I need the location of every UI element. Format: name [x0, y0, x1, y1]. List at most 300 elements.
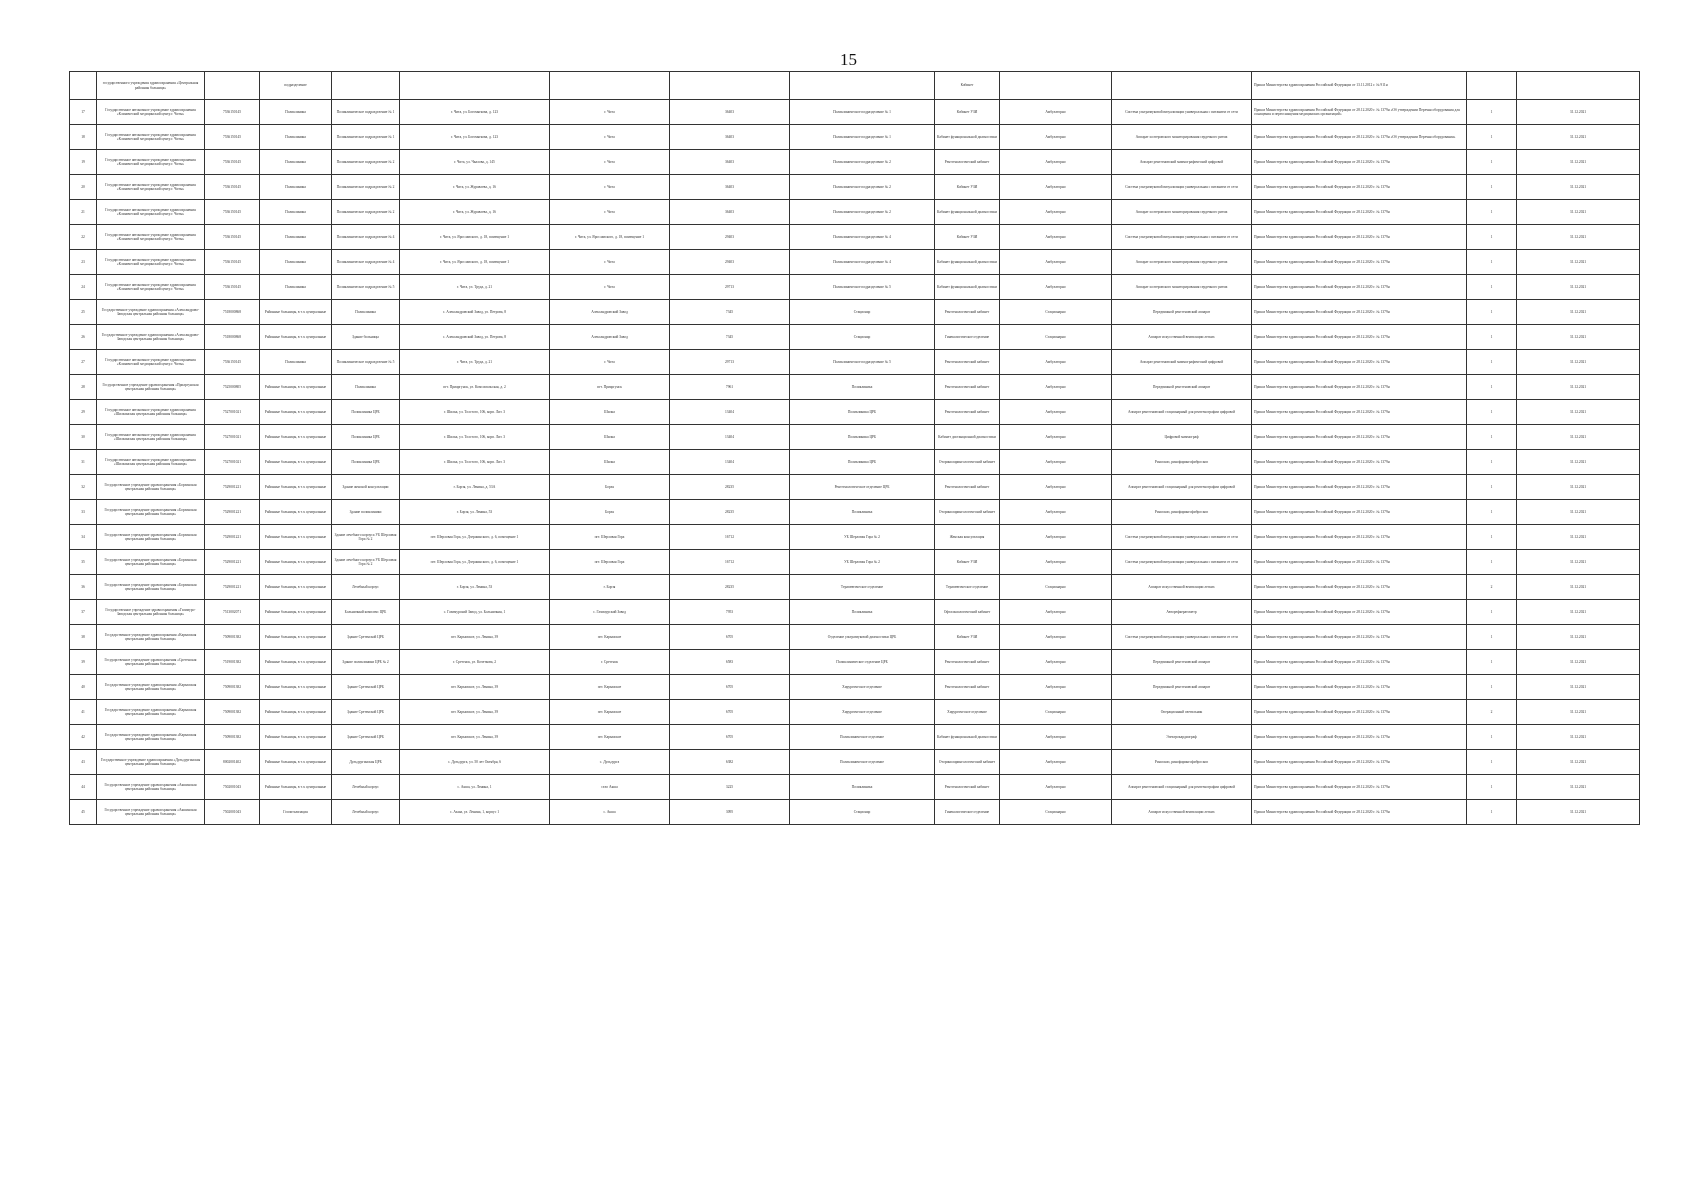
- table-cell: Приказ Министерства здравоохранения Российской Федерации от 28.12.2020 г. № 1379н: [1252, 800, 1467, 825]
- table-cell: 28235: [670, 575, 790, 600]
- table-cell: 29713: [670, 275, 790, 300]
- table-cell: 31.12.2021: [1517, 600, 1640, 625]
- table-cell: Рентгенологическое отделение ЦРБ: [790, 475, 935, 500]
- table-cell: Поликлиническое отделение: [790, 750, 935, 775]
- table-cell: Приказ Министерства здравоохранения Российской Федерации от 28.12.2020 г. № 1379н: [1252, 475, 1467, 500]
- table-cell: Амбулаторно: [1000, 350, 1112, 375]
- table-cell: Приказ Министерства здравоохранения Российской Федерации от 13.11.2012 г. № 911н: [1252, 72, 1467, 100]
- table-cell: 22: [70, 225, 97, 250]
- table-cell: 2: [1467, 700, 1517, 725]
- table-row: [70, 675, 1640, 700]
- table-cell: 31.12.2021: [1517, 225, 1640, 250]
- table-cell: Шилка: [550, 400, 670, 425]
- table-cell: Поликлиника: [790, 600, 935, 625]
- table-cell: Приказ Министерства здравоохранения Российской Федерации от 28.12.2020 г. № 1379н: [1252, 625, 1467, 650]
- table-cell: Приказ Министерства здравоохранения Российской Федерации от 28.12.2020 г. № 1379н: [1252, 300, 1467, 325]
- table-cell: Оториноларингологический кабинет: [935, 750, 1000, 775]
- table-cell: 7509001382: [205, 700, 260, 725]
- table-cell: 7536150145: [205, 200, 260, 225]
- table-cell: с. Газимурский Завод: [550, 600, 670, 625]
- table-row: [70, 800, 1640, 825]
- table-row: [70, 200, 1640, 225]
- table-cell: 31.12.2021: [1517, 450, 1640, 475]
- table-cell: Амбулаторно: [1000, 125, 1112, 150]
- table-cell: Поликлиника: [260, 125, 332, 150]
- table-cell: 1: [1467, 775, 1517, 800]
- table-cell: 7536150145: [205, 350, 260, 375]
- table-cell: Аппарат холтеровского мониторирования сердечного ритма: [1112, 275, 1252, 300]
- table-cell: Хирургическое отделение: [935, 700, 1000, 725]
- table-cell: 7529001221: [205, 575, 260, 600]
- table-cell: 7529001221: [205, 500, 260, 525]
- table-cell: 1: [1467, 175, 1517, 200]
- table-cell: 7513002071: [205, 600, 260, 625]
- table-cell: Отделение ультразвуковой диагностики ЦРБ: [790, 625, 935, 650]
- table-cell: пгт. Карымское: [550, 700, 670, 725]
- table-cell: 33: [70, 500, 97, 525]
- table-cell: 1: [1467, 800, 1517, 825]
- table-cell: Амбулаторно: [1000, 275, 1112, 300]
- table-row: [70, 250, 1640, 275]
- table-cell: 7536150145: [205, 125, 260, 150]
- table-cell: г. Шилка, ул. Толстого, 106, корп. Лит. 3: [400, 425, 550, 450]
- table-cell: Поликлиника: [260, 350, 332, 375]
- table-cell: 1: [1467, 225, 1517, 250]
- table-cell: Кабинет УЗИ: [935, 175, 1000, 200]
- table-row: [70, 425, 1640, 450]
- table-cell: Государственное автономное учреждение здравоохранения «Клинический медицинский центр г. Читы»: [97, 275, 205, 300]
- table-cell: Государственное учреждение здравоохранения «Борзинская центральная районная больница»: [97, 475, 205, 500]
- table-cell: 1: [1467, 400, 1517, 425]
- table-cell: пгт. Карымское, ул. Ленина, 39: [400, 700, 550, 725]
- table-cell: Амбулаторно: [1000, 100, 1112, 125]
- table-cell: 31.12.2021: [1517, 425, 1640, 450]
- table-cell: Терапевтическое отделение: [790, 575, 935, 600]
- table-cell: 31.12.2021: [1517, 475, 1640, 500]
- table-cell: г. Чита: [550, 150, 670, 175]
- table-cell: Аппарат искусственной вентиляции легких: [1112, 325, 1252, 350]
- table-cell: 31: [70, 450, 97, 475]
- table-row: [70, 525, 1640, 550]
- table-cell: Поликлиническое подразделение № 4: [790, 225, 935, 250]
- table-cell: Приказ Министерства здравоохранения Российской Федерации от 28.12.2020 г. № 1379н: [1252, 275, 1467, 300]
- table-cell: 31.12.2021: [1517, 375, 1640, 400]
- table-row: [70, 150, 1640, 175]
- table-cell: Государственное учреждение здравоохранения «Борзинская центральная районная больница»: [97, 575, 205, 600]
- table-cell: Государственное автономное учреждение здравоохранения «Клинический медицинский центр г. Читы»: [97, 100, 205, 125]
- table-cell: Районные больницы, в т.ч. центральные: [260, 375, 332, 400]
- table-cell: Районные больницы, в т.ч. центральные: [260, 650, 332, 675]
- table-cell: Амбулаторно: [1000, 450, 1112, 475]
- table-row: [70, 450, 1640, 475]
- table-cell: 36403: [670, 125, 790, 150]
- table-cell: Амбулаторно: [1000, 750, 1112, 775]
- table-cell: 21: [70, 200, 97, 225]
- table-cell: Государственное учреждение здравоохранения «Карымская центральная районная больница»: [97, 725, 205, 750]
- table-cell: [1112, 72, 1252, 100]
- table-cell: Поликлиника: [260, 225, 332, 250]
- table-cell: Кабинет функциональной диагностики: [935, 275, 1000, 300]
- table-cell: Приказ Министерства здравоохранения Российской Федерации от 28.12.2020 г. № 1379н: [1252, 450, 1467, 475]
- table-cell: пгт. Карымское, ул. Ленина, 39: [400, 725, 550, 750]
- table-row: [70, 325, 1640, 350]
- table-cell: Авторефкератометр: [1112, 600, 1252, 625]
- table-cell: Лечебный корпус: [332, 575, 400, 600]
- table-cell: Районные больницы, в т.ч. центральные: [260, 325, 332, 350]
- table-cell: 7527001021: [205, 450, 260, 475]
- table-cell: Государственное автономное учреждение здравоохранения «Шилкинская центральная районная больница»: [97, 400, 205, 425]
- table-cell: 7509001382: [205, 725, 260, 750]
- table-cell: 7961: [670, 375, 790, 400]
- table-cell: 28235: [670, 500, 790, 525]
- table-row: [70, 275, 1640, 300]
- table-cell: 7536150145: [205, 175, 260, 200]
- table-cell: 7502001043: [205, 800, 260, 825]
- table-cell: 1: [1467, 525, 1517, 550]
- table-cell: Приказ Министерства здравоохранения Российской Федерации от 28.12.2020 г. № 1379н: [1252, 225, 1467, 250]
- table-cell: Поликлиническое подразделение № 2: [332, 200, 400, 225]
- table-cell: 35: [70, 550, 97, 575]
- table-cell: Государственное учреждение здравоохранения «Карымская центральная районная больница»: [97, 700, 205, 725]
- table-cell: Система ультразвуковой визуализации универсальная с питанием от сети: [1112, 550, 1252, 575]
- table-cell: Госпитализация: [260, 800, 332, 825]
- table-cell: Поликлиническое отделение: [790, 725, 935, 750]
- table-cell: Кабинет функциональной диагностики: [935, 725, 1000, 750]
- table-cell: Женская консультация: [935, 525, 1000, 550]
- table-cell: пгт. Карымское, ул. Ленина, 39: [400, 675, 550, 700]
- table-cell: 1: [1467, 275, 1517, 300]
- table-cell: 7536150145: [205, 250, 260, 275]
- table-cell: Районные больницы, в т.ч. центральные: [260, 525, 332, 550]
- table-cell: Государственное автономное учреждение здравоохранения «Клинический медицинский центр г. Читы»: [97, 350, 205, 375]
- table-cell: 1: [1467, 300, 1517, 325]
- table-cell: Государственное автономное учреждение здравоохранения «Шилкинская центральная районная больница»: [97, 425, 205, 450]
- table-cell: 7529001221: [205, 525, 260, 550]
- table-cell: Районные больницы, в т.ч. центральные: [260, 425, 332, 450]
- table-cell: Амбулаторно: [1000, 375, 1112, 400]
- table-cell: 1: [1467, 550, 1517, 575]
- table-cell: 29403: [670, 225, 790, 250]
- table-cell: Амбулаторно: [1000, 600, 1112, 625]
- table-cell: [400, 72, 550, 100]
- table-cell: подразделение: [260, 72, 332, 100]
- table-cell: государственного учреждения здравоохранения «Центральная районная больница»: [97, 72, 205, 100]
- table-cell: Районные больницы, в т.ч. центральные: [260, 450, 332, 475]
- table-cell: Государственное учреждение здравоохранения «Акшинская центральная районная больница»: [97, 775, 205, 800]
- table-cell: Рентгенологический кабинет: [935, 650, 1000, 675]
- table-cell: 36403: [670, 175, 790, 200]
- table-cell: Районные больницы, в т.ч. центральные: [260, 700, 332, 725]
- table-cell: 1: [1467, 150, 1517, 175]
- table-cell: 31.12.2021: [1517, 125, 1640, 150]
- table-cell: Риноскоп, ринофарингофиброскоп: [1112, 750, 1252, 775]
- table-row: [70, 725, 1640, 750]
- table-row: [70, 625, 1640, 650]
- table-cell: 13404: [670, 400, 790, 425]
- table-cell: Государственное автономное учреждение здравоохранения «Клинический медицинский центр г. Читы»: [97, 225, 205, 250]
- table-cell: 7953: [670, 600, 790, 625]
- table-cell: с. Акша: [550, 800, 670, 825]
- table-cell: Рентгенологический кабинет: [935, 350, 1000, 375]
- table-cell: Передвижной рентгеновский аппарат: [1112, 300, 1252, 325]
- table-cell: Поликлиническое подразделение № 2: [790, 200, 935, 225]
- table-cell: Приказ Министерства здравоохранения Российской Федерации от 28.12.2020 г. № 1379н: [1252, 775, 1467, 800]
- table-cell: Государственное учреждение здравоохранения «Акшинская центральная районная больница»: [97, 800, 205, 825]
- table-cell: Поликлиническое отделение ЦРБ: [790, 650, 935, 675]
- table-cell: г. Чита: [550, 100, 670, 125]
- table-cell: Поликлиника ЦРБ: [332, 400, 400, 425]
- table-cell: Поликлиника: [260, 175, 332, 200]
- table-cell: Стационарно: [1000, 575, 1112, 600]
- table-cell: 1: [1467, 600, 1517, 625]
- table-cell: Государственное учреждение здравоохранения «Газимуро-Заводская центральная районная больница»: [97, 600, 205, 625]
- table-cell: пгт. Приаргунск: [550, 375, 670, 400]
- table-cell: Кабинет функциональной диагностики: [935, 125, 1000, 150]
- table-row: [70, 100, 1640, 125]
- table-cell: Государственное учреждение здравоохранения «Карымская центральная районная больница»: [97, 625, 205, 650]
- table-cell: г. Чита: [550, 250, 670, 275]
- table-cell: г. Чита: [550, 200, 670, 225]
- table-cell: 20: [70, 175, 97, 200]
- table-cell: Стационарно: [1000, 325, 1112, 350]
- table-cell: г. Борзя, ул. Ленина, 53: [400, 500, 550, 525]
- table-cell: 1: [1467, 125, 1517, 150]
- table-cell: 7509001382: [205, 625, 260, 650]
- table-cell: Государственное автономное учреждение здравоохранения «Клинический медицинский центр г. Читы»: [97, 250, 205, 275]
- table-cell: Операционный светильник: [1112, 700, 1252, 725]
- table-cell: 13404: [670, 450, 790, 475]
- table-row: [70, 125, 1640, 150]
- table-cell: Приказ Министерства здравоохранения Российской Федерации от 28.12.2020 г. № 1379н: [1252, 500, 1467, 525]
- table-cell: Поликлиника ЦРБ: [332, 425, 400, 450]
- table-cell: 7502001043: [205, 775, 260, 800]
- table-cell: УБ Шерловая Гора № 2: [790, 550, 935, 575]
- table-cell: [70, 72, 97, 100]
- table-cell: Государственное автономное учреждение здравоохранения «Клинический медицинский центр г. Читы»: [97, 150, 205, 175]
- table-cell: Государственное автономное учреждение здравоохранения «Клинический медицинский центр г. Читы»: [97, 125, 205, 150]
- table-cell: 31.12.2021: [1517, 250, 1640, 275]
- table-cell: 7536150145: [205, 225, 260, 250]
- table-cell: 1: [1467, 450, 1517, 475]
- table-row: [70, 375, 1640, 400]
- table-cell: 16712: [670, 550, 790, 575]
- table-cell: Поликлиническое подразделение № 4: [332, 250, 400, 275]
- table-cell: г. Чита, ул. Чкалова, д. 145: [400, 150, 550, 175]
- table-cell: [332, 72, 400, 100]
- table-cell: Аппарат искусственной вентиляции легких: [1112, 575, 1252, 600]
- table-cell: Амбулаторно: [1000, 400, 1112, 425]
- table-row: [70, 650, 1640, 675]
- table-cell: Поликлиника: [790, 775, 935, 800]
- table-cell: Приказ Министерства здравоохранения Российской Федерации от 28.12.2020 г. № 1379н: [1252, 175, 1467, 200]
- table-cell: Кабинет УЗИ: [935, 225, 1000, 250]
- table-cell: Поликлиническое подразделение № 1: [332, 125, 400, 150]
- table-row: [70, 550, 1640, 575]
- table-cell: Районные больницы, в т.ч. центральные: [260, 400, 332, 425]
- table-cell: Передвижной рентгеновский аппарат: [1112, 675, 1252, 700]
- table-cell: Амбулаторно: [1000, 675, 1112, 700]
- table-cell: 1: [1467, 200, 1517, 225]
- table-cell: 7527001021: [205, 400, 260, 425]
- table-cell: [670, 72, 790, 100]
- table-cell: Приказ Министерства здравоохранения Российской Федерации от 28.12.2020 г. № 1379н: [1252, 750, 1467, 775]
- table-cell: 19: [70, 150, 97, 175]
- table-cell: [790, 72, 935, 100]
- table-cell: Районные больницы, в т.ч. центральные: [260, 475, 332, 500]
- table-cell: 16712: [670, 525, 790, 550]
- table-cell: Государственное учреждение здравоохранения «Приаргунская центральная районная больница»: [97, 375, 205, 400]
- table-cell: 1: [1467, 500, 1517, 525]
- table-cell: 1: [1467, 650, 1517, 675]
- table-cell: г. Сретенск: [550, 650, 670, 675]
- table-cell: Амбулаторно: [1000, 550, 1112, 575]
- table-row: [70, 72, 1640, 100]
- table-cell: Поликлиника ЦРБ: [790, 425, 935, 450]
- table-cell: Поликлиническое подразделение № 5: [332, 275, 400, 300]
- table-cell: Кабинет УЗИ: [935, 625, 1000, 650]
- table-cell: г. Борзя: [550, 575, 670, 600]
- table-cell: с. Александровский Завод, ул. Петрова, 8: [400, 325, 550, 350]
- table-cell: 1: [1467, 375, 1517, 400]
- table-cell: Поликлиническое подразделение № 5: [332, 350, 400, 375]
- table-cell: Борзя: [550, 500, 670, 525]
- table-cell: 34: [70, 525, 97, 550]
- table-cell: 31.12.2021: [1517, 350, 1640, 375]
- table-cell: Кабинет: [935, 72, 1000, 100]
- table-cell: Стационарно: [1000, 800, 1112, 825]
- table-cell: Кабинет дистанционной диагностики: [935, 425, 1000, 450]
- table-cell: Электрокардиограф: [1112, 725, 1252, 750]
- table-cell: Аппарат рентгеновский стационарный для рентгенографии цифровой: [1112, 775, 1252, 800]
- table-cell: 13404: [670, 425, 790, 450]
- table-cell: Приказ Министерства здравоохранения Российской Федерации от 28.12.2020 г. № 1379н: [1252, 550, 1467, 575]
- table-cell: 31.12.2021: [1517, 575, 1640, 600]
- table-body: [70, 72, 1640, 825]
- table-cell: [1517, 72, 1640, 100]
- table-cell: пгт. Карымское: [550, 625, 670, 650]
- table-cell: Офтальмологический кабинет: [935, 600, 1000, 625]
- table-cell: [550, 72, 670, 100]
- table-cell: г. Шилка, ул. Толстого, 106, корп. Лит. 3: [400, 400, 550, 425]
- table-cell: Приказ Министерства здравоохранения Российской Федерации от 28.12.2020 г. № 1379н: [1252, 600, 1467, 625]
- table-cell: 3225: [670, 775, 790, 800]
- table-cell: пгт. Шерловая Гора: [550, 550, 670, 575]
- table-cell: Приказ Министерства здравоохранения Российской Федерации от 28.12.2020 г. № 1379н: [1252, 150, 1467, 175]
- table-cell: Поликлиническое подразделение № 5: [790, 275, 935, 300]
- table-cell: г. Чита, ул. Ярославского, д. 18, помещение 1: [400, 250, 550, 275]
- table-cell: с. Дульдурга: [550, 750, 670, 775]
- table-cell: Районные больницы, в т.ч. центральные: [260, 300, 332, 325]
- table-cell: Рентгенологический кабинет: [935, 400, 1000, 425]
- table-cell: 29713: [670, 350, 790, 375]
- table-cell: 31.12.2021: [1517, 650, 1640, 675]
- table-cell: 31.12.2021: [1517, 675, 1640, 700]
- table-cell: Дульдургинская ЦРБ: [332, 750, 400, 775]
- table-cell: 1: [1467, 425, 1517, 450]
- table-cell: Стационар: [790, 325, 935, 350]
- table-cell: г. Чита, ул. Ярославского, д. 18, помещение 1: [400, 225, 550, 250]
- table-cell: г. Чита, ул. Труда, д. 21: [400, 350, 550, 375]
- table-cell: Поликлиника: [332, 300, 400, 325]
- table-cell: Больничный комплекс ЦРБ: [332, 600, 400, 625]
- table-cell: г. Чита, ул. Ярославского, д. 18, помещение 1: [550, 225, 670, 250]
- table-cell: 7529001221: [205, 550, 260, 575]
- table-cell: Поликлиника: [790, 500, 935, 525]
- table-cell: Приказ Министерства здравоохранения Российской Федерации от 28.12.2020 г. № 1379н «Об утверждении Перечня оборудования для оснащения и переоснащения медицинских организаций»: [1252, 100, 1467, 125]
- table-cell: Районные больницы, в т.ч. центральные: [260, 550, 332, 575]
- table-cell: Передвижной рентгеновский аппарат: [1112, 375, 1252, 400]
- table-row: [70, 775, 1640, 800]
- table-cell: 44: [70, 775, 97, 800]
- table-cell: 1: [1467, 675, 1517, 700]
- table-cell: Приказ Министерства здравоохранения Российской Федерации от 28.12.2020 г. № 1379н: [1252, 425, 1467, 450]
- table-cell: Система ультразвуковой визуализации универсальная с питанием от сети: [1112, 100, 1252, 125]
- table-cell: Кабинет функциональной диагностики: [935, 250, 1000, 275]
- table-cell: 1: [1467, 250, 1517, 275]
- table-cell: Рентгенологический кабинет: [935, 375, 1000, 400]
- table-cell: Государственное учреждение здравоохранения «Борзинская центральная районная больница»: [97, 525, 205, 550]
- table-cell: г. Чита, ул. Журавлева, д. 16: [400, 175, 550, 200]
- table-cell: 6705: [670, 675, 790, 700]
- table-cell: г. Чита: [550, 275, 670, 300]
- table-cell: 6705: [670, 700, 790, 725]
- table-cell: Амбулаторно: [1000, 225, 1112, 250]
- table-cell: с. Акша, ул. Ленина, 1: [400, 775, 550, 800]
- table-cell: 1: [1467, 725, 1517, 750]
- table-cell: Кабинет функциональной диагностики: [935, 200, 1000, 225]
- table-cell: 31.12.2021: [1517, 725, 1640, 750]
- table-row: [70, 700, 1640, 725]
- table-cell: Районные больницы, в т.ч. центральные: [260, 775, 332, 800]
- table-cell: Районные больницы, в т.ч. центральные: [260, 725, 332, 750]
- table-cell: Борзя: [550, 475, 670, 500]
- table-cell: 31.12.2021: [1517, 750, 1640, 775]
- table-cell: 6382: [670, 750, 790, 775]
- table-cell: г. Чита: [550, 175, 670, 200]
- table-cell: 31.12.2021: [1517, 200, 1640, 225]
- table-cell: 23: [70, 250, 97, 275]
- table-cell: Рентгенологический кабинет: [935, 150, 1000, 175]
- table-cell: Поликлиника ЦРБ: [332, 450, 400, 475]
- table-cell: 31.12.2021: [1517, 525, 1640, 550]
- table-cell: Амбулаторно: [1000, 725, 1112, 750]
- table-cell: Поликлиническое подразделение № 2: [332, 150, 400, 175]
- table-cell: Лечебный корпус: [332, 775, 400, 800]
- table-cell: 8002001402: [205, 750, 260, 775]
- table-cell: УБ Шерловая Гора № 2: [790, 525, 935, 550]
- table-cell: 31.12.2021: [1517, 500, 1640, 525]
- table-cell: Риноскоп, ринофарингофиброскоп: [1112, 500, 1252, 525]
- table-cell: Здание женской консультации: [332, 475, 400, 500]
- table-cell: Районные больницы, в т.ч. центральные: [260, 575, 332, 600]
- table-cell: Система ультразвуковой визуализации универсальная с питанием от сети: [1112, 525, 1252, 550]
- table-cell: с. Дульдурга, ул. 50 лет Октября, 6: [400, 750, 550, 775]
- table-cell: Здание больницы: [332, 325, 400, 350]
- table-cell: 7518000868: [205, 325, 260, 350]
- table-cell: Поликлиника: [790, 375, 935, 400]
- table-cell: 27: [70, 350, 97, 375]
- table-cell: Амбулаторно: [1000, 150, 1112, 175]
- table-cell: Амбулаторно: [1000, 650, 1112, 675]
- table-cell: Приказ Министерства здравоохранения Российской Федерации от 28.12.2020 г. № 1379н: [1252, 400, 1467, 425]
- table-cell: Государственное учреждение здравоохранения «Александрово-Заводская центральная районная больница»: [97, 300, 205, 325]
- table-cell: пгт. Шерловая Гора, ул. Дзержинского, д. 6, помещение 1: [400, 550, 550, 575]
- table-cell: 31.12.2021: [1517, 550, 1640, 575]
- table-cell: 31.12.2021: [1517, 100, 1640, 125]
- table-cell: Здание Сретенской ЦРБ: [332, 725, 400, 750]
- table-cell: 6705: [670, 625, 790, 650]
- table-cell: Аппарат холтеровского мониторирования сердечного ритма: [1112, 125, 1252, 150]
